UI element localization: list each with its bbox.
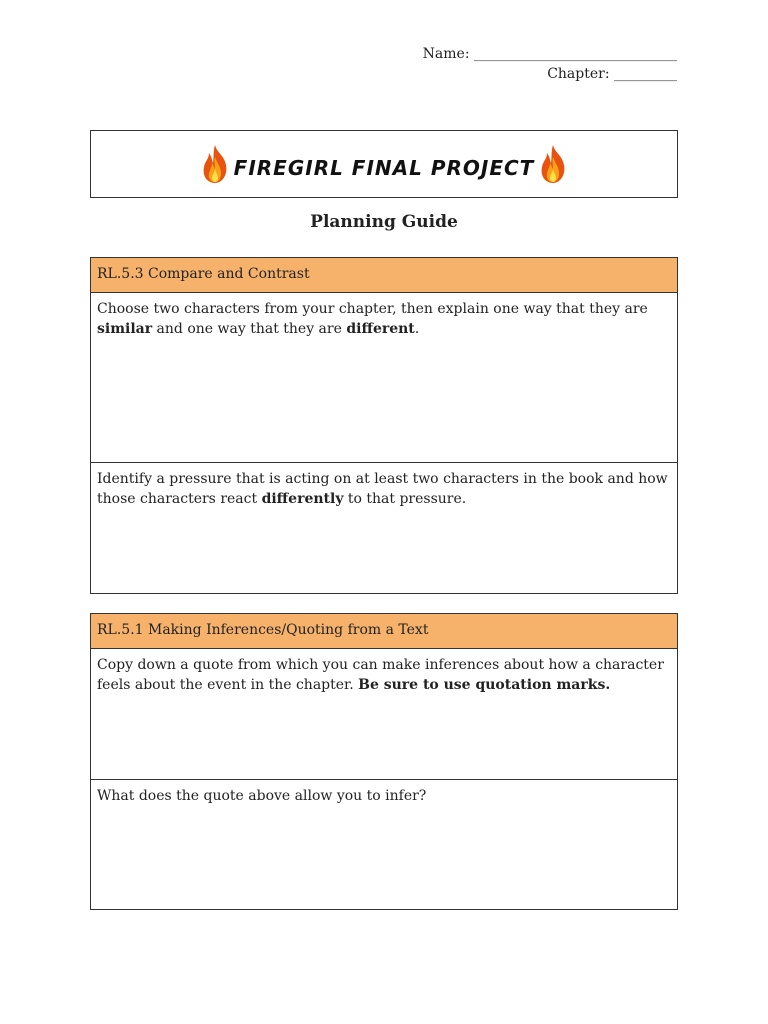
prompt-text: Identify a pressure that is acting on at least two characters in the book and how those characters react [97, 471, 668, 507]
fire-icon [538, 143, 568, 185]
project-title: FIREGIRL FINAL PROJECT [233, 156, 535, 180]
prompt-emphasis: different [346, 321, 415, 337]
page-subtitle: Planning Guide [310, 212, 458, 232]
student-info [423, 44, 677, 84]
name-blank[interactable]: _____________________________ [474, 46, 677, 62]
prompt-emphasis: Be sure to use quotation marks. [358, 677, 611, 693]
title-banner [90, 130, 678, 198]
prompt-row[interactable] [91, 293, 677, 463]
prompt-text: to that pressure. [343, 491, 467, 507]
prompt-text: Copy down a quote from which you can make inferences about how a character feels about the event in the chapter. [97, 657, 664, 693]
prompt-row[interactable] [91, 463, 677, 593]
chapter-field[interactable] [423, 64, 677, 84]
prompt-emphasis: differently [261, 491, 344, 507]
prompt-text: . [414, 321, 420, 337]
section-header: RL.5.1 Making Inferences/Quoting from a Text [91, 614, 677, 649]
prompt-text: What does the quote above allow you to infer? [97, 788, 427, 804]
prompt-row[interactable] [91, 649, 677, 780]
prompt-row[interactable] [91, 780, 677, 909]
prompt-emphasis: similar [97, 321, 153, 337]
section-compare-contrast [90, 257, 678, 594]
name-field[interactable] [423, 44, 677, 64]
prompt-text: Choose two characters from your chapter, then explain one way that they are [97, 301, 648, 317]
chapter-label: Chapter: [547, 66, 610, 82]
chapter-blank[interactable]: _________ [614, 66, 677, 82]
fire-icon [200, 143, 230, 185]
name-label: Name: [422, 46, 470, 62]
section-header: RL.5.3 Compare and Contrast [91, 258, 677, 293]
prompt-text: and one way that they are [152, 321, 347, 337]
section-making-inferences [90, 613, 678, 910]
